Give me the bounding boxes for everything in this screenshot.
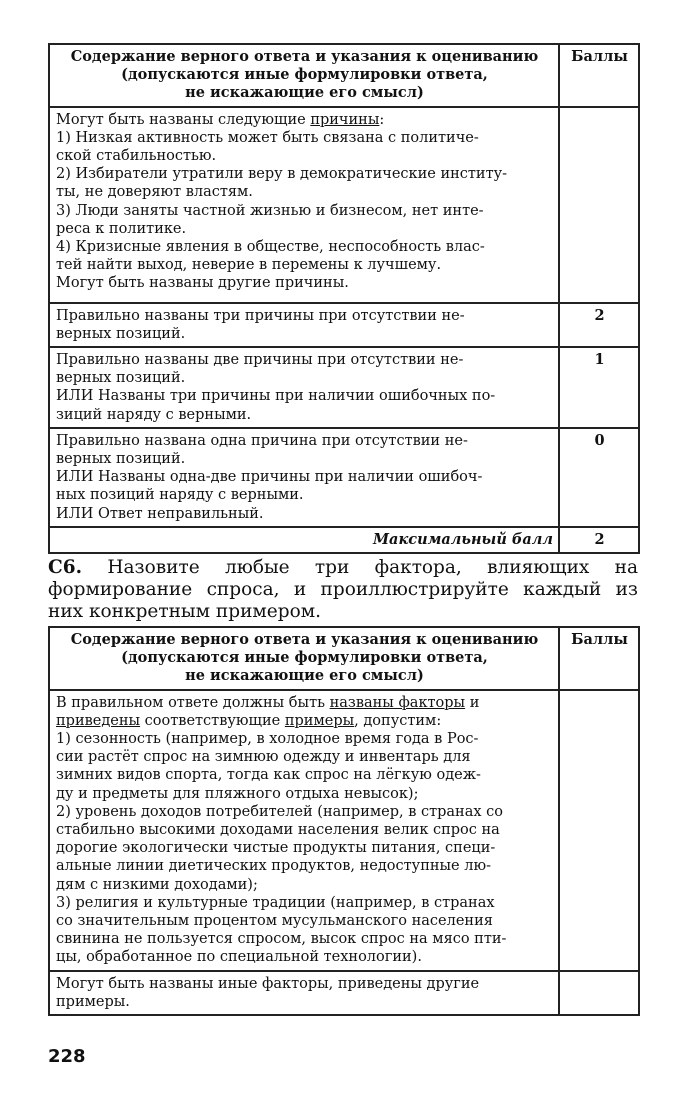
- header-title: Содержание верного ответа и указания к оцениванию: [70, 631, 539, 648]
- content-line: тей найти выход, неверие в перемены к лучшему.: [56, 257, 442, 274]
- criteria-cell: [49, 428, 559, 527]
- content-line: альные линии диетических продуктов, недоступные лю-: [56, 858, 491, 875]
- criteria-cell: [49, 303, 559, 347]
- underlined-factors: названы факторы: [329, 694, 466, 711]
- content-line: дорогие экологически чистые продукты питания, специ-: [56, 840, 496, 857]
- question-line: формирование спроса, и проиллюстрируйте каждый из: [48, 579, 638, 600]
- content-points-cell: [559, 690, 639, 971]
- header-criteria-cell: [49, 627, 559, 690]
- max-score-value: 2: [559, 527, 639, 553]
- content-line: 4) Кризисные явления в обществе, неспособность влас-: [56, 239, 485, 256]
- criteria-line: верных позиций.: [56, 325, 186, 342]
- max-score-label: Максимальный балл: [49, 527, 559, 553]
- underlined-given: приведены: [56, 712, 141, 729]
- points-value: 1: [559, 347, 639, 428]
- criteria-line: ИЛИ Названы три причины при наличии ошибочных по-: [56, 388, 496, 405]
- score-row-2: [49, 303, 639, 347]
- criteria-line: верных позиций.: [56, 370, 186, 387]
- content-line: реса к политике.: [56, 220, 187, 237]
- content-line: дям с низкими доходами);: [56, 876, 258, 893]
- criteria-cell: [49, 971, 559, 1015]
- header-subtitle-2: не искажающие его смысл): [185, 667, 424, 685]
- criteria-line: ных позиций наряду с верными.: [56, 487, 304, 504]
- header-points-cell: Баллы: [559, 627, 639, 690]
- max-score-row: [49, 527, 639, 553]
- underlined-examples: примеры: [284, 712, 355, 729]
- content-intro-2: приведены соответствующие примеры, допустим:: [56, 712, 442, 729]
- score-row-0: [49, 428, 639, 527]
- question-line: С6. Назовите любые три фактора, влияющих на: [48, 557, 638, 578]
- criteria-cell: [49, 347, 559, 428]
- content-line: 2) уровень доходов потребителей (например, в странах со: [56, 803, 504, 820]
- question-c6: [48, 557, 638, 623]
- header-points-cell: Баллы: [559, 44, 639, 107]
- content-line: 1) Низкая активность может быть связана с политиче-: [56, 129, 479, 146]
- header-title: Содержание верного ответа и указания к оцениванию: [70, 48, 539, 65]
- header-subtitle-2: не искажающие его смысл): [185, 84, 424, 102]
- underlined-reasons: причины: [310, 111, 380, 128]
- header-criteria-cell: [49, 44, 559, 107]
- points-value: [559, 971, 639, 1015]
- criteria-line: Могут быть названы иные факторы, приведены другие: [56, 975, 480, 992]
- grading-table-1: [48, 43, 640, 554]
- content-line: стабильно высокими доходами населения велик спрос на: [56, 822, 500, 839]
- page-number: 228: [48, 1046, 86, 1067]
- criteria-line: Правильно названа одна причина при отсутствии не-: [56, 432, 468, 449]
- content-cell: [49, 107, 559, 303]
- content-intro-1: В правильном ответе должны быть названы факторы и: [56, 694, 480, 711]
- content-line: Могут быть названы другие причины.: [56, 275, 349, 292]
- content-line: со значительным процентом мусульманского населения: [56, 913, 493, 930]
- criteria-line: зиций наряду с верными.: [56, 406, 252, 423]
- content-line: свинина не пользуется спросом, высок спрос на мясо пти-: [56, 931, 507, 948]
- content-line: зимних видов спорта, тогда как спрос на лёгкую одеж-: [56, 767, 481, 784]
- content-line: 1) сезонность (например, в холодное время года в Рос-: [56, 731, 479, 748]
- header-subtitle-1: (допускаются иные формулировки ответа,: [121, 649, 488, 667]
- criteria-line: ИЛИ Названы одна-две причины при наличии ошибоч-: [56, 469, 483, 486]
- question-number: С6.: [48, 557, 83, 578]
- criteria-line: примеры.: [56, 993, 130, 1010]
- question-line: них конкретным примером.: [48, 601, 322, 622]
- content-line: 3) религия и культурные традиции (например, в странах: [56, 894, 495, 911]
- points-value: 0: [559, 428, 639, 527]
- content-line: ской стабильностью.: [56, 148, 217, 165]
- content-points-cell: [559, 107, 639, 303]
- table-header-row: [49, 627, 639, 690]
- content-cell: [49, 690, 559, 971]
- content-intro: Могут быть названы следующие причины:: [56, 111, 385, 128]
- content-line: 3) Люди заняты частной жизнью и бизнесом, нет инте-: [56, 202, 484, 219]
- header-subtitle-1: (допускаются иные формулировки ответа,: [121, 66, 488, 84]
- content-row: [49, 107, 639, 303]
- content-row: [49, 690, 639, 971]
- content-line: 2) Избиратели утратили веру в демократические институ-: [56, 166, 508, 183]
- content-line: цы, обработанное по специальной технологии).: [56, 949, 422, 966]
- content-line: ду и предметы для пляжного отдыха невысок);: [56, 785, 419, 802]
- score-row-1: [49, 347, 639, 428]
- content-line: сии растёт спрос на зимнюю одежду и инвентарь для: [56, 749, 471, 766]
- criteria-line: Правильно названы три причины при отсутствии не-: [56, 307, 465, 324]
- grading-table-2: [48, 626, 640, 1016]
- other-factors-row: [49, 971, 639, 1015]
- criteria-line: Правильно названы две причины при отсутствии не-: [56, 352, 464, 369]
- table-header-row: [49, 44, 639, 107]
- criteria-line: верных позиций.: [56, 451, 186, 468]
- content-line: ты, не доверяют властям.: [56, 184, 253, 201]
- criteria-line: ИЛИ Ответ неправильный.: [56, 505, 264, 522]
- points-value: 2: [559, 303, 639, 347]
